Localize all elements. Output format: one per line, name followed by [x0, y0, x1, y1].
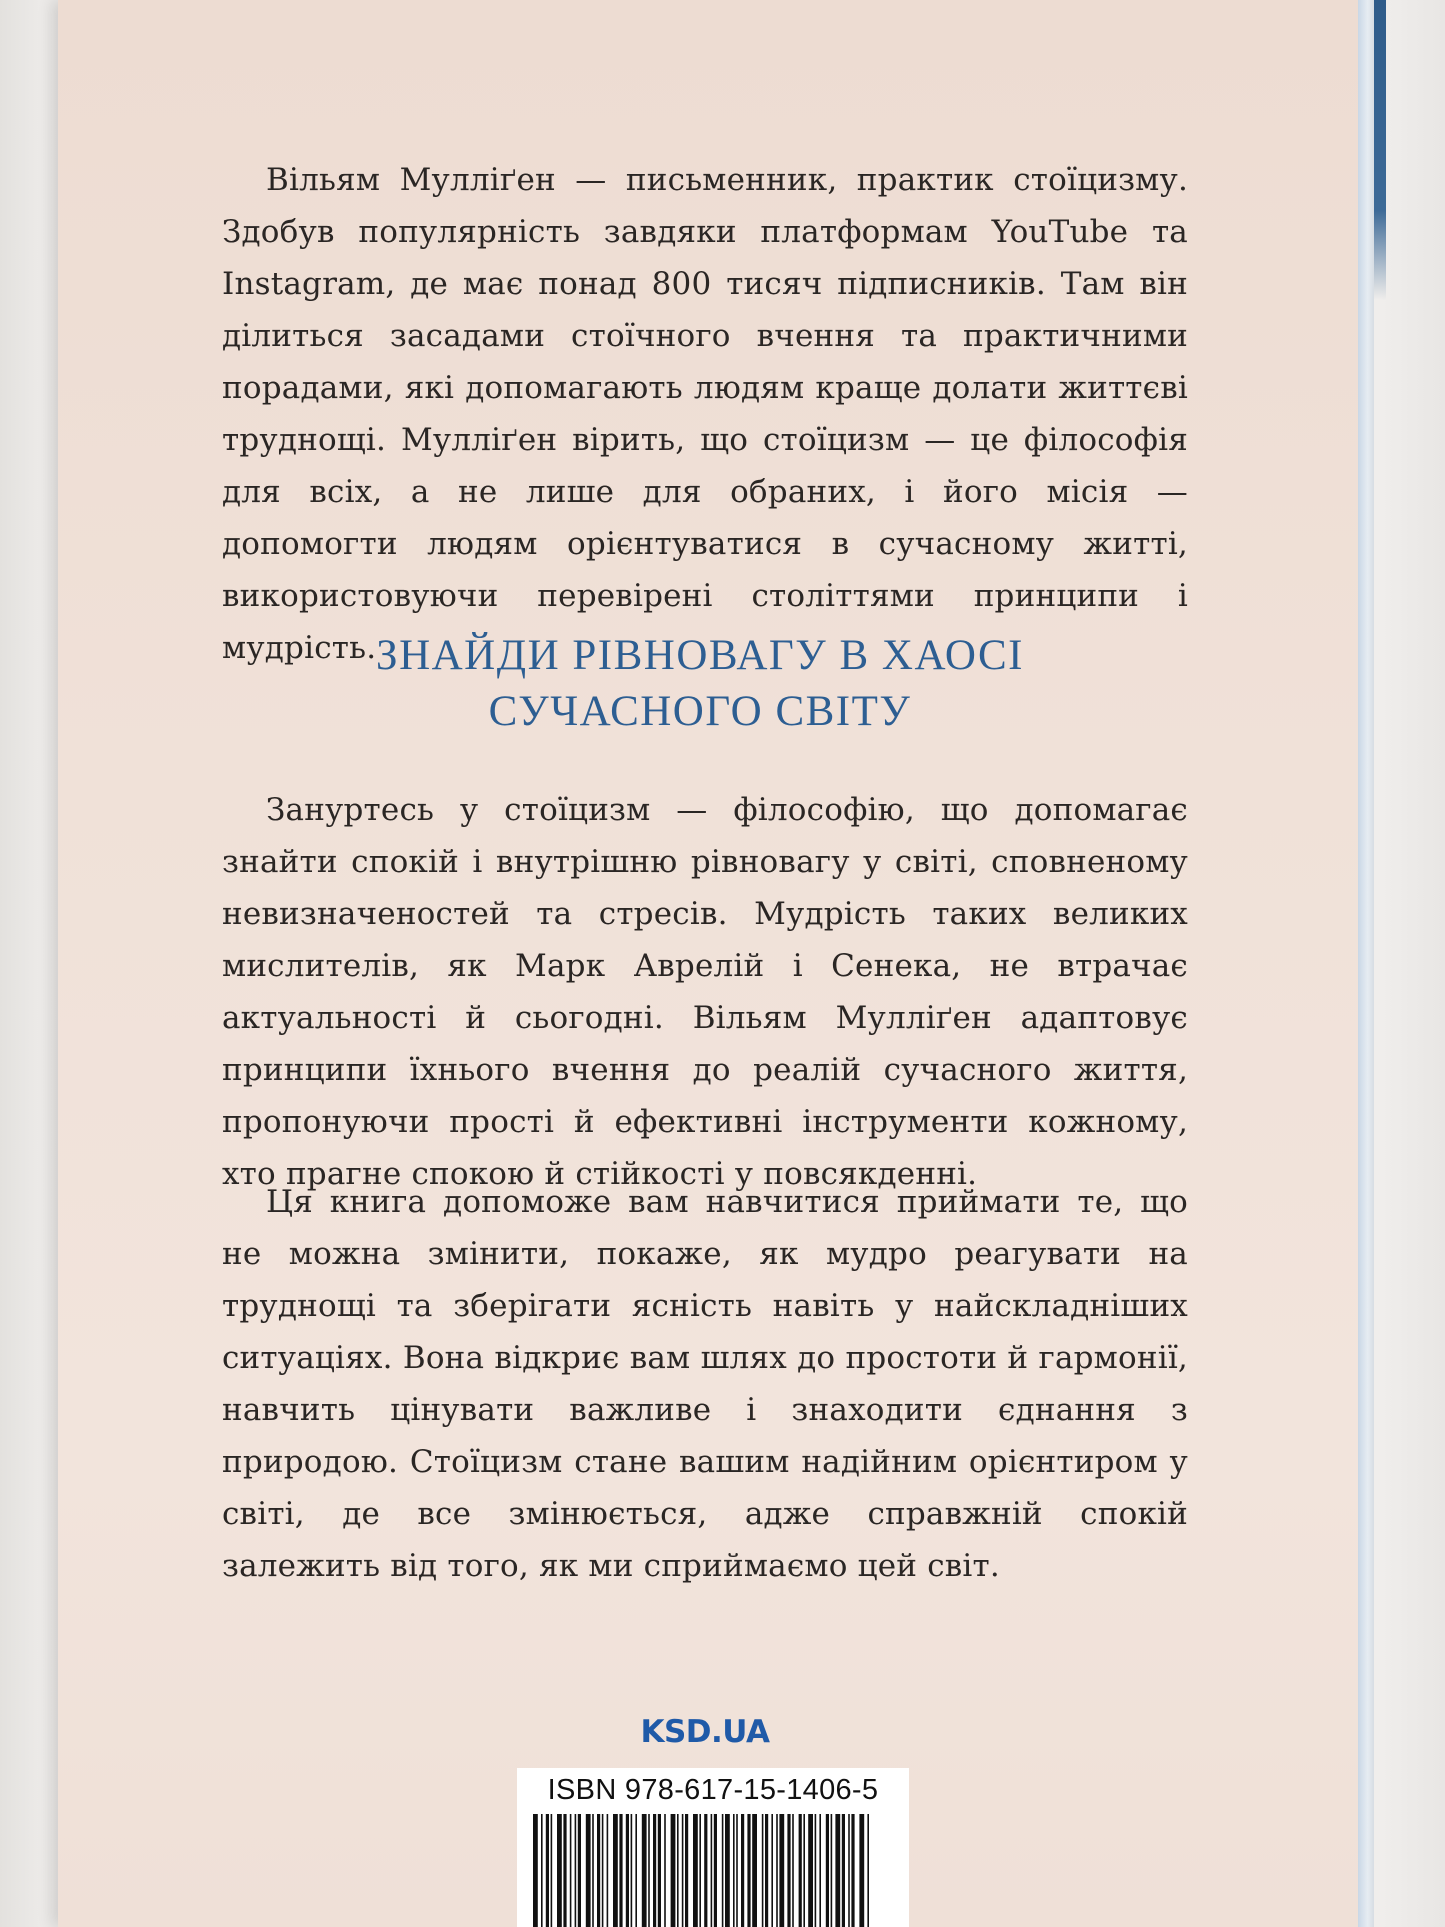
book-description-2: [222, 1176, 1188, 1592]
barcode-label: [517, 1768, 909, 1927]
cover-heading-line-2: СУЧАСНОГО СВІТУ: [488, 688, 912, 735]
cover-heading: [300, 628, 1100, 740]
author-bio: [222, 154, 1188, 674]
book-description-paragraph-2: Ця книга допоможе вам навчитися приймати те, що не можна змінити, покаже, як мудро реагувати на труднощі та зберігати ясність навіть у найскладніших ситуаціях. Вона відкриє вам шлях до простоти й гармонії, навчить цінувати важливе і знаходити єднання з природою. Стоїцизм стане вашим надійним орієнтиром у світі, де все змінюється, адже справжній спокій залежить від того, як ми сприймаємо цей світ.: [222, 1184, 1188, 1584]
book-spine-edge: [1358, 0, 1374, 1927]
book-description-1: [222, 784, 1188, 1200]
book-description-paragraph-1: Зануртесь у стоїцизм — філософію, що допомагає знайти спокій і внутрішню рівновагу у світі, сповненому невизначеностей та стресів. Мудрість таких великих мислителів, як Марк Аврелій і Сенека, не втрачає актуальності й сьогодні. Вільям Мулліґен адаптовує принципи їхнього вчення до реалій сучасного життя, пропонуючи прості й ефективні інструменти кожному, хто прагне спокою й стійкості у повсякденні.: [222, 792, 1188, 1192]
cover-heading-line-1: ЗНАЙДИ РІВНОВАГУ В ХАОСІ: [376, 632, 1024, 679]
publisher-logo: KSD.UA: [640, 1714, 770, 1750]
book-spine-blue-strip: [1374, 0, 1386, 300]
barcode-icon: [531, 1814, 895, 1927]
isbn-number: ISBN 978-617-15-1406-5: [547, 1774, 879, 1806]
author-bio-paragraph: Вільям Мулліґен — письменник, практик стоїцизму. Здобув популярність завдяки платформам YouTube та Instagram, де має понад 800 тисяч підписників. Там він ділиться засадами стоїчного вчення та практичними порадами, які допомагають людям краще долати життєві труднощі. Мулліґен вірить, що стоїцизм — це філософія для всіх, а не лише для обраних, і його місія — допомогти людям орієнтуватися в сучасному житті, використовуючи перевірені століттями принципи і мудрість.: [222, 162, 1188, 666]
